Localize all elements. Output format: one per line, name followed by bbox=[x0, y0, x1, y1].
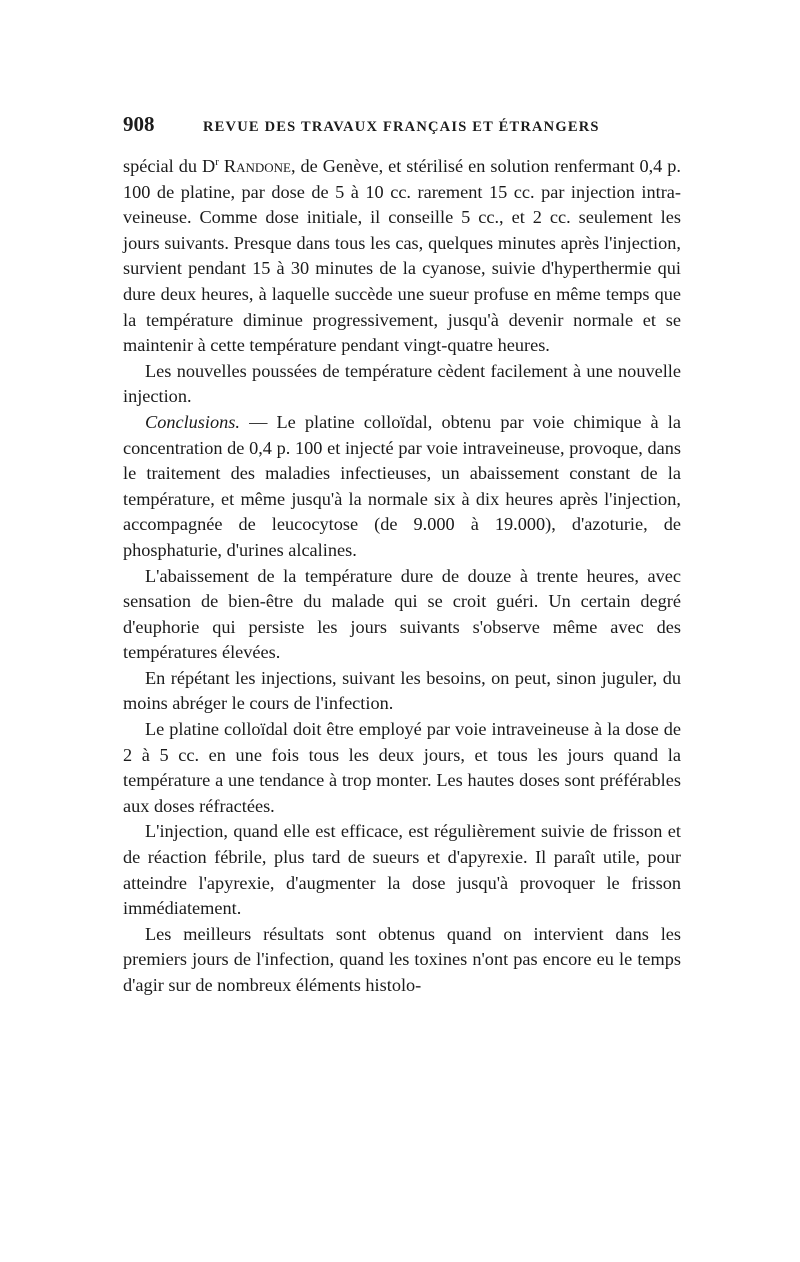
body-text bbox=[123, 154, 681, 999]
paragraph-8: Les meilleurs résultats sont obtenus quand on intervient dans les premiers jours de l'infection, quand les toxines n'ont pas encore eu le temps d'agir sur de nombreux éléments histolo- bbox=[123, 923, 681, 995]
author-name: Randone bbox=[223, 156, 291, 176]
conclusions-heading: Conclusions. bbox=[145, 411, 240, 432]
paragraph-2: Les nouvelles poussées de température cèdent facilement à une nouvelle injection. bbox=[123, 360, 681, 407]
paragraph-5: En répétant les injections, suivant les besoins, on peut, sinon juguler, du moins abréger le cours de l'infection. bbox=[123, 667, 681, 714]
running-head bbox=[123, 112, 681, 142]
book-page bbox=[123, 112, 681, 999]
paragraph-3: Conclusions. — Le platine colloïdal, obtenu par voie chimique à la concentration de 0,4 p. 100 et injecté par voie intraveineuse, provoque, dans le traitement des maladies infectieuses, un abaissement constant de la température, et même jusqu'à la normale six à dix heures après l'injection, accompagnée de leucocytose (de 9.000 à 19.000), d'azoturie, de phosphaturie, d'urines alcalines. bbox=[123, 411, 681, 560]
paragraph-7: L'injection, quand elle est efficace, est régulièrement suivie de frisson et de réaction fébrile, plus tard de sueurs et d'apyrexie. Il paraît utile, pour atteindre l'apyrexie, d'augmenter la dose jusqu'à provoquer le frisson immédiatement. bbox=[123, 821, 681, 919]
running-title: REVUE DES TRAVAUX FRANÇAIS ET ÉTRANGERS bbox=[203, 119, 600, 135]
paragraph-4: L'abaissement de la température dure de douze à trente heures, avec sensation de bien-être du malade qui se croit guéri. Un certain degré d'euphorie qui persiste les jours suivants s'observe même avec des températures élevées. bbox=[123, 565, 681, 663]
paragraph-1: spécial du $D^r$ Randone, de Genève, et stérilisé en solution renfermant 0,4 p. 100 de platine, par dose de 5 à 10 cc. rarement 15 cc. par injection intra-veineuse. Comme dose initiale, il conseille 5 cc., et 2 cc. seulement les jours suivants. Presque dans tous les cas, quelques minutes après l'injection, survient pendant 15 à 30 minutes de la cyanose, suivie d'hyperthermie qui dure deux heures, à laquelle succède une sueur profuse en même temps que la température diminue progressivement, jusqu'à devenir normale et se maintenir à cette température pendant vingt-quatre heures. bbox=[123, 155, 681, 356]
paragraph-6: Le platine colloïdal doit être employé par voie intraveineuse à la dose de 2 à 5 cc. en une fois tous les deux jours, et tous les jours quand la température a une tendance à trop monter. Les hautes doses sont préférables aux doses réfractées. bbox=[123, 719, 681, 816]
page-number: 908 bbox=[123, 112, 155, 136]
